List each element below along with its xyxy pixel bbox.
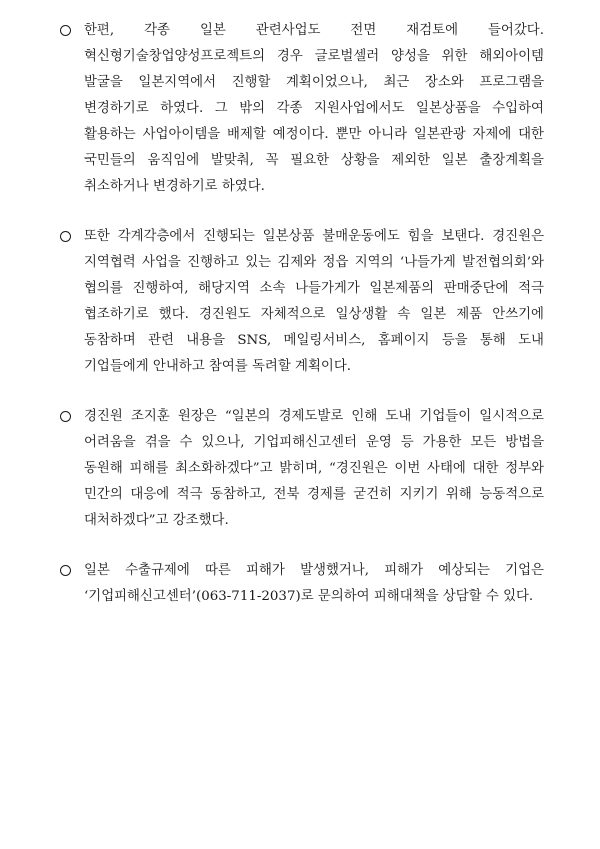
circle-bullet-icon [60, 565, 71, 576]
paragraph-related-projects [58, 18, 544, 200]
paragraph-text: 또한 각계각층에서 진행되는 일본상품 불매운동에도 힘을 보탠다. 경진원은 지역협력 사업을 진행하고 있는 김제와 정읍 지역의 ‘나들가게 발전협의회’와 협의를 진행하여, 해당지역 소속 나들가게가 일본제품의 판매중단에 적극 협조하기로 했다. 경진원도 자체적으로 일상생활 속 일본 제품 안쓰기에 동참하며 관련 내용을 SNS, 메일링서비스, 홈페이지 등을 통해 도내 기업들에게 안내하고 참여를 독려할 계획이다. [84, 229, 544, 374]
paragraph-boycott [58, 224, 544, 380]
circle-bullet-icon [60, 411, 71, 422]
circle-bullet-icon [60, 231, 71, 242]
paragraph-director-quote [58, 404, 544, 534]
paragraph-text: 경진원 조지훈 원장은 “일본의 경제도발로 인해 도내 기업들이 일시적으로 어려움을 겪을 수 있으나, 기업피해신고센터 운영 등 가용한 모든 방법을 동원해 피해를 최소화하겠다”고 밝히며, “경진원은 이번 사태에 대한 정부와 민간의 대응에 적극 동참하고, 전북 경제를 굳건히 지키기 위해 능동적으로 대처하겠다”고 강조했다. [84, 409, 544, 528]
paragraph-text: 한편, 각종 일본 관련사업도 전면 재검토에 들어갔다. 혁신형기술창업양성프로젝트의 경우 글로벌셀러 양성을 위한 해외아이템 발굴을 일본지역에서 진행할 계획이었으나, 최근 장소와 프로그램을 변경하기로 하였다. 그 밖의 각종 지원사업에서도 일본상품을 수입하여 활용하는 사업아이템을 배제할 예정이다. 뿐만 아니라 일본관광 자제에 대한 국민들의 움직임에 발맞춰, 꼭 필요한 상황을 제외한 일본 출장계획을 취소하거나 변경하기로 하였다. [84, 23, 544, 194]
paragraph-contact [58, 558, 544, 610]
paragraph-text: 일본 수출규제에 따른 피해가 발생했거나, 피해가 예상되는 기업은 ‘기업피해신고센터’(063-711-2037)로 문의하여 피해대책을 상담할 수 있다. [84, 563, 544, 604]
circle-bullet-icon [60, 25, 71, 36]
